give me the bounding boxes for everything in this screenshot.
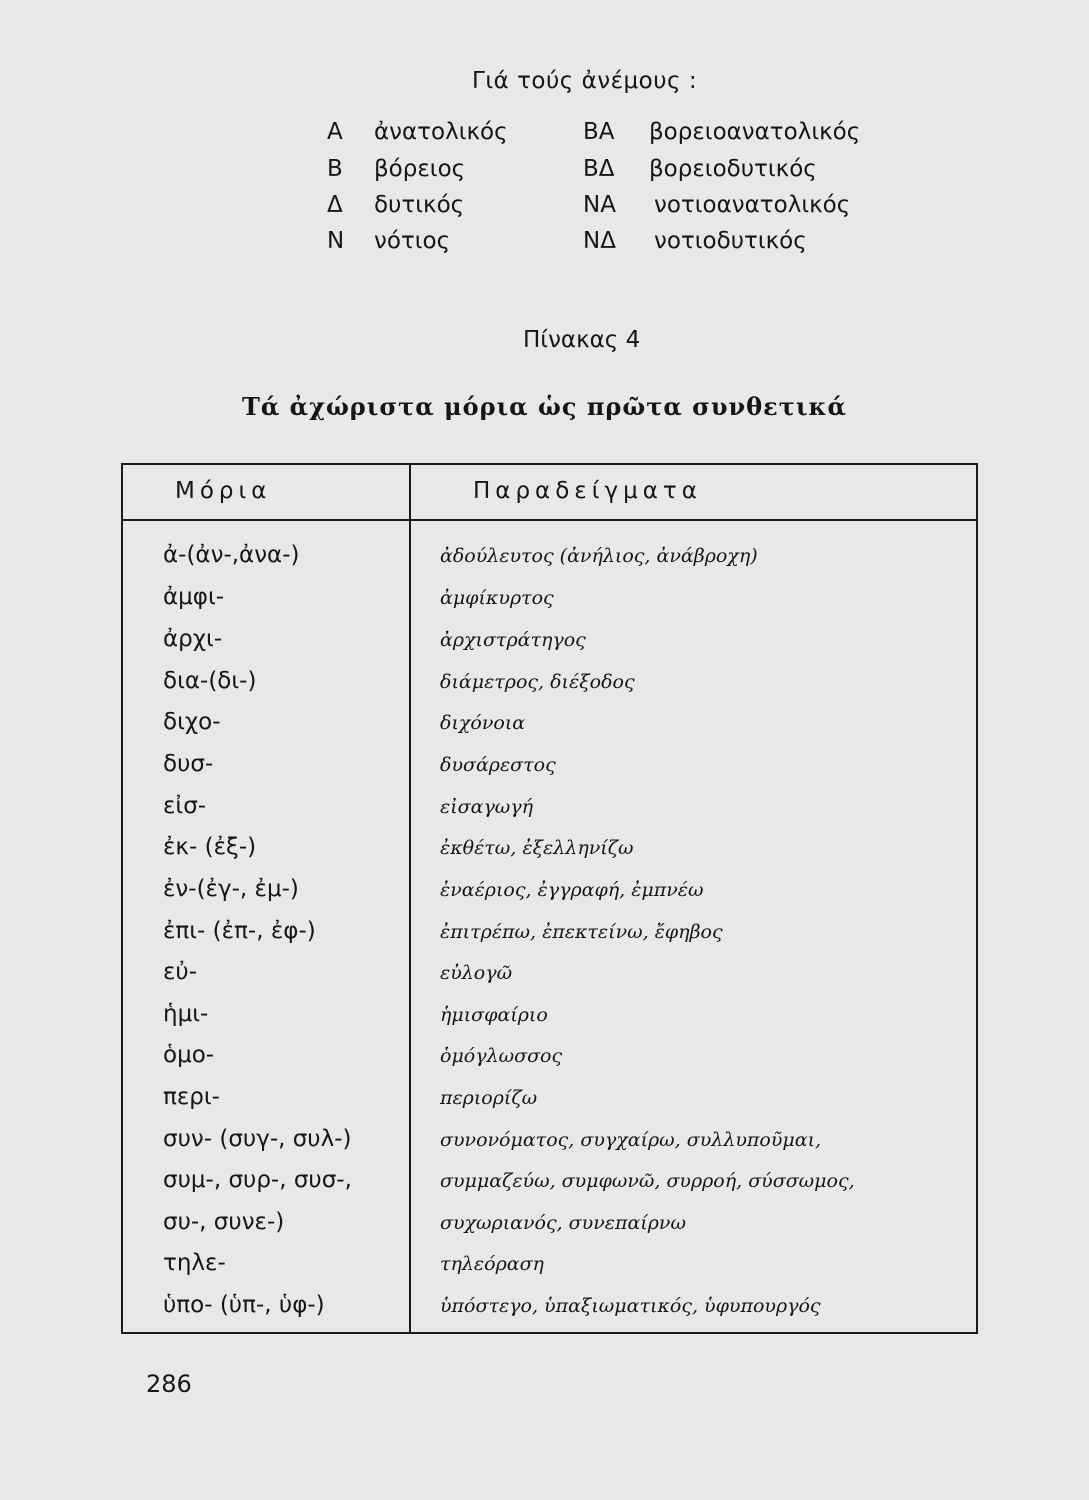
wind-entry [583,156,817,182]
wind-abbr: Ν [327,228,345,254]
wind-abbr: ΒΔ [583,156,615,182]
example-cell: διάμετρος, διέξοδος [440,671,635,693]
example-cell: περιορίζω [440,1087,538,1109]
wind-name: νοτιοδυτικός [654,228,807,254]
prefix-cell: εὐ- [163,959,198,985]
wind-abbr: ΒΑ [583,119,615,145]
prefix-cell: ἐκ- (ἐξ-) [163,834,257,860]
prefix-cell: ἀ-(ἀν-,ἀνα-) [163,542,300,568]
wind-entry [327,119,508,145]
winds-heading: Γιά τούς ἀνέμους : [472,68,698,94]
prefix-cell: δια-(δι-) [163,668,257,694]
wind-entry [327,228,450,254]
wind-entry [327,192,464,218]
prefix-cell: συμ-, συρ-, συσ-, [163,1167,352,1193]
prefix-cell: δυσ- [163,751,214,777]
prefix-cell: ὁμο- [163,1042,215,1068]
prefix-cell: ἡμι- [163,1001,209,1027]
example-cell: εὐλογῶ [440,962,513,984]
example-cell: τηλεόραση [440,1253,544,1275]
column-header-prefixes: Μόρια [175,478,272,504]
example-cell: συμμαζεύω, συμφωνῶ, συρροή, σύσσωμος, [440,1170,855,1192]
table-caption: Πίνακας 4 [523,327,641,353]
wind-entry [583,192,850,218]
prefix-cell: ἀρχι- [163,626,223,652]
column-header-examples: Παραδείγματα [473,478,702,504]
example-cell: ἡμισφαίριο [440,1004,548,1026]
wind-name: ἀνατολικός [374,119,508,145]
prefix-cell: ἀμφι- [163,584,225,610]
wind-entry [327,156,465,182]
table-title: Τά ἀχώριστα μόρια ὡς πρῶτα συνθετικά [242,392,847,421]
example-cell: δυσάρεστος [440,754,556,776]
prefix-cell: ὑπο- (ὑπ-, ὑφ-) [163,1292,325,1318]
wind-entry [583,228,807,254]
wind-abbr: ΝΑ [583,192,616,218]
wind-name: δυτικός [374,192,465,218]
example-cell: ἐναέριος, ἐγγραφή, ἐμπνέω [440,879,704,901]
example-cell: ἀδούλευτος (ἀνήλιος, ἀνάβροχη) [440,545,758,567]
example-cell: διχόνοια [440,712,526,734]
example-cell: εἰσαγωγή [440,796,534,818]
example-cell: ἐπιτρέπω, ἐπεκτείνω, ἔφηβος [440,921,723,943]
example-cell: ἐκθέτω, ἐξελληνίζω [440,837,634,859]
prefix-cell: συ-, συνε-) [163,1209,285,1235]
wind-name: βορειοανατολικός [649,119,861,145]
prefix-cell: περι- [163,1084,220,1110]
wind-abbr: ΝΔ [583,228,616,254]
table-column-divider [409,463,411,1334]
table-header-divider [121,519,978,521]
page-number: 286 [146,1370,192,1398]
example-cell: ἀμφίκυρτος [440,587,554,609]
wind-name: βορειοδυτικός [649,156,817,182]
prefix-cell: ἐπι- (ἐπ-, ἐφ-) [163,918,316,944]
wind-entry [583,119,860,145]
prefix-cell: τηλε- [163,1250,226,1276]
prefix-cell: ἐν-(ἐγ-, ἐμ-) [163,876,299,902]
wind-abbr: Δ [327,192,343,218]
prefix-cell: συν- (συγ-, συλ-) [163,1126,352,1152]
wind-name: νότιος [374,228,451,254]
example-cell: ὑπόστεγο, ὑπαξιωματικός, ὑφυπουργός [440,1295,821,1317]
wind-abbr: Α [327,119,343,145]
example-cell: ὁμόγλωσσος [440,1045,563,1067]
prefix-cell: διχο- [163,709,221,735]
wind-name: νοτιοανατολικός [654,192,851,218]
wind-abbr: Β [327,156,343,182]
example-cell: συχωριανός, συνεπαίρνω [440,1212,686,1234]
prefix-cell: εἰσ- [163,793,207,819]
example-cell: ἀρχιστράτηγος [440,629,586,651]
wind-name: βόρειος [374,156,466,182]
example-cell: συνονόματος, συγχαίρω, συλλυποῦμαι, [440,1129,822,1151]
